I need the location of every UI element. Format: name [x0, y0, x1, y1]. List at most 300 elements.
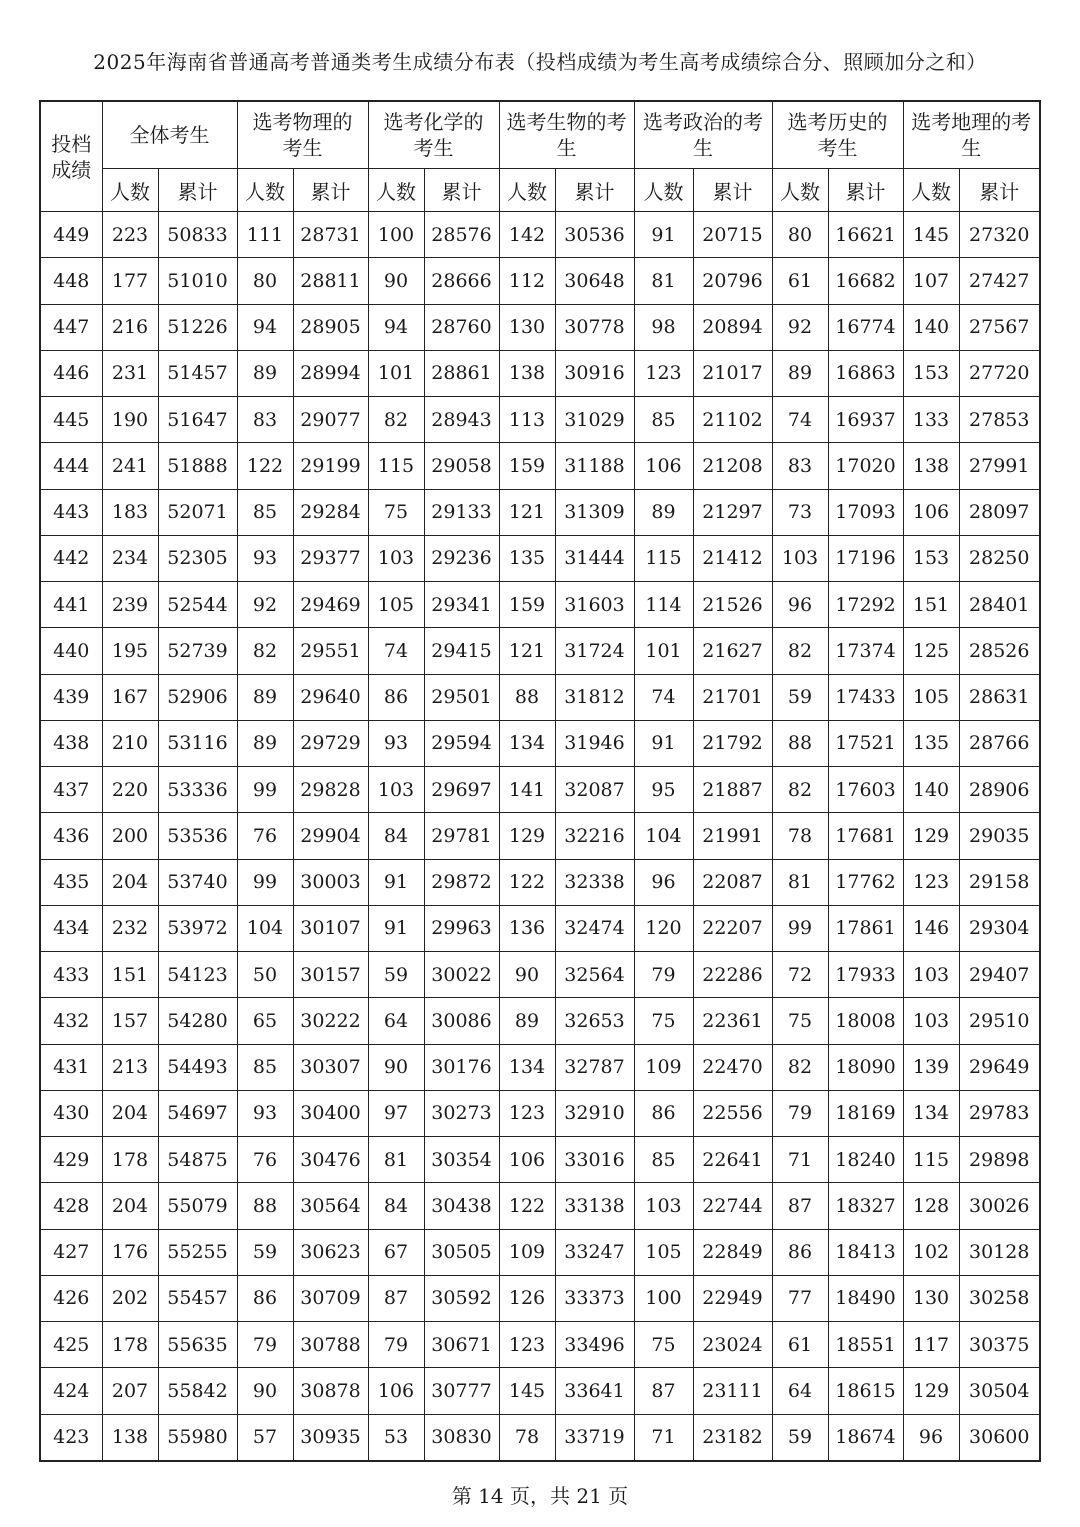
table-row: [40, 1368, 1040, 1414]
table-cell: 30830: [424, 1414, 499, 1461]
table-cell: 52739: [158, 628, 237, 674]
table-cell: 112: [499, 258, 555, 304]
score-cell: 439: [40, 674, 102, 720]
table-cell: 18551: [828, 1322, 903, 1368]
header-history-count: 人数: [772, 169, 828, 212]
table-cell: 22744: [693, 1183, 772, 1229]
table-cell: 29077: [293, 397, 368, 443]
table-cell: 95: [634, 767, 693, 813]
table-cell: 106: [634, 443, 693, 489]
table-cell: 129: [499, 813, 555, 859]
table-cell: 84: [368, 1183, 424, 1229]
table-cell: 89: [237, 720, 293, 766]
header-biology-cumulative: 累计: [555, 169, 634, 212]
table-cell: 125: [903, 628, 959, 674]
table-cell: 30505: [424, 1229, 499, 1275]
table-cell: 65: [237, 998, 293, 1044]
table-cell: 30258: [959, 1275, 1040, 1321]
table-cell: 16621: [828, 212, 903, 258]
table-cell: 29341: [424, 582, 499, 628]
table-cell: 103: [903, 952, 959, 998]
table-cell: 92: [772, 304, 828, 350]
table-cell: 64: [772, 1368, 828, 1414]
table-row: [40, 674, 1040, 720]
table-cell: 90: [237, 1368, 293, 1414]
table-row: [40, 535, 1040, 581]
table-cell: 32216: [555, 813, 634, 859]
table-cell: 30623: [293, 1229, 368, 1275]
header-history-cumulative: 累计: [828, 169, 903, 212]
table-cell: 30878: [293, 1368, 368, 1414]
table-cell: 136: [499, 905, 555, 951]
table-cell: 204: [102, 859, 158, 905]
table-cell: 190: [102, 397, 158, 443]
table-cell: 99: [772, 905, 828, 951]
table-cell: 90: [368, 1044, 424, 1090]
table-cell: 30128: [959, 1229, 1040, 1275]
table-cell: 232: [102, 905, 158, 951]
table-row: [40, 998, 1040, 1044]
table-cell: 223: [102, 212, 158, 258]
table-cell: 87: [368, 1275, 424, 1321]
table-cell: 54123: [158, 952, 237, 998]
table-cell: 32564: [555, 952, 634, 998]
page-title: 2025年海南省普通高考普通类考生成绩分布表（投档成绩为考生高考成绩综合分、照顾加分之和）: [93, 50, 987, 74]
table-cell: 33138: [555, 1183, 634, 1229]
table-cell: 104: [634, 813, 693, 859]
table-cell: 89: [499, 998, 555, 1044]
table-cell: 88: [772, 720, 828, 766]
table-cell: 86: [634, 1090, 693, 1136]
table-cell: 30709: [293, 1275, 368, 1321]
table-cell: 33496: [555, 1322, 634, 1368]
table-cell: 30600: [959, 1414, 1040, 1461]
table-cell: 53: [368, 1414, 424, 1461]
table-cell: 99: [237, 859, 293, 905]
table-cell: 82: [772, 628, 828, 674]
table-cell: 85: [237, 489, 293, 535]
table-cell: 101: [634, 628, 693, 674]
table-cell: 59: [772, 674, 828, 720]
table-cell: 22641: [693, 1137, 772, 1183]
table-cell: 57: [237, 1414, 293, 1461]
table-cell: 122: [499, 859, 555, 905]
table-cell: 29904: [293, 813, 368, 859]
table-cell: 99: [237, 767, 293, 813]
table-cell: 21412: [693, 535, 772, 581]
table-cell: 88: [237, 1183, 293, 1229]
table-cell: 23111: [693, 1368, 772, 1414]
table-cell: 29649: [959, 1044, 1040, 1090]
table-cell: 134: [903, 1090, 959, 1136]
table-cell: 71: [772, 1137, 828, 1183]
table-cell: 22949: [693, 1275, 772, 1321]
table-cell: 75: [772, 998, 828, 1044]
score-cell: 443: [40, 489, 102, 535]
table-cell: 31724: [555, 628, 634, 674]
table-row: [40, 813, 1040, 859]
table-cell: 157: [102, 998, 158, 1044]
table-cell: 29284: [293, 489, 368, 535]
table-cell: 135: [903, 720, 959, 766]
table-cell: 75: [368, 489, 424, 535]
table-cell: 21792: [693, 720, 772, 766]
table-cell: 27567: [959, 304, 1040, 350]
table-cell: 28526: [959, 628, 1040, 674]
table-cell: 61: [772, 1322, 828, 1368]
table-cell: 31603: [555, 582, 634, 628]
table-cell: 115: [368, 443, 424, 489]
table-cell: 51457: [158, 350, 237, 396]
table-cell: 73: [772, 489, 828, 535]
table-cell: 79: [237, 1322, 293, 1368]
table-cell: 105: [368, 582, 424, 628]
table-cell: 78: [772, 813, 828, 859]
table-cell: 121: [499, 628, 555, 674]
table-cell: 138: [903, 443, 959, 489]
table-cell: 89: [772, 350, 828, 396]
table-cell: 204: [102, 1183, 158, 1229]
table-row: [40, 859, 1040, 905]
table-cell: 55457: [158, 1275, 237, 1321]
table-cell: 104: [237, 905, 293, 951]
table-cell: 31309: [555, 489, 634, 535]
table-cell: 80: [237, 258, 293, 304]
header-politics-cumulative: 累计: [693, 169, 772, 212]
table-row: [40, 212, 1040, 258]
table-cell: 109: [634, 1044, 693, 1090]
table-cell: 72: [772, 952, 828, 998]
table-cell: 126: [499, 1275, 555, 1321]
table-cell: 51647: [158, 397, 237, 443]
table-cell: 86: [237, 1275, 293, 1321]
table-cell: 87: [634, 1368, 693, 1414]
table-cell: 85: [634, 397, 693, 443]
table-row: [40, 1414, 1040, 1461]
table-cell: 29058: [424, 443, 499, 489]
table-cell: 59: [772, 1414, 828, 1461]
table-cell: 33719: [555, 1414, 634, 1461]
table-cell: 22470: [693, 1044, 772, 1090]
table-cell: 82: [368, 397, 424, 443]
table-cell: 33373: [555, 1275, 634, 1321]
table-cell: 97: [368, 1090, 424, 1136]
score-cell: 424: [40, 1368, 102, 1414]
table-cell: 29133: [424, 489, 499, 535]
table-cell: 50: [237, 952, 293, 998]
table-cell: 28906: [959, 767, 1040, 813]
score-cell: 423: [40, 1414, 102, 1461]
table-cell: 111: [237, 212, 293, 258]
table-cell: 21887: [693, 767, 772, 813]
table-cell: 18169: [828, 1090, 903, 1136]
table-cell: 123: [903, 859, 959, 905]
table-cell: 93: [237, 535, 293, 581]
table-cell: 29407: [959, 952, 1040, 998]
table-cell: 17603: [828, 767, 903, 813]
table-row: [40, 720, 1040, 766]
score-cell: 427: [40, 1229, 102, 1275]
table-cell: 167: [102, 674, 158, 720]
table-cell: 51888: [158, 443, 237, 489]
table-cell: 30375: [959, 1322, 1040, 1368]
table-body: [40, 212, 1040, 1462]
table-row: [40, 304, 1040, 350]
table-cell: 29963: [424, 905, 499, 951]
table-cell: 141: [499, 767, 555, 813]
table-cell: 100: [634, 1275, 693, 1321]
score-cell: 446: [40, 350, 102, 396]
table-cell: 96: [903, 1414, 959, 1461]
table-cell: 17861: [828, 905, 903, 951]
table-row: [40, 1322, 1040, 1368]
table-cell: 120: [634, 905, 693, 951]
table-cell: 32474: [555, 905, 634, 951]
table-cell: 86: [368, 674, 424, 720]
table-cell: 177: [102, 258, 158, 304]
table-cell: 29640: [293, 674, 368, 720]
table-cell: 31188: [555, 443, 634, 489]
table-cell: 71: [634, 1414, 693, 1461]
table-cell: 67: [368, 1229, 424, 1275]
table-cell: 29035: [959, 813, 1040, 859]
table-cell: 16863: [828, 350, 903, 396]
table-cell: 123: [499, 1322, 555, 1368]
table-cell: 153: [903, 350, 959, 396]
score-cell: 449: [40, 212, 102, 258]
table-cell: 33247: [555, 1229, 634, 1275]
table-cell: 21102: [693, 397, 772, 443]
table-cell: 17374: [828, 628, 903, 674]
table-cell: 21627: [693, 628, 772, 674]
score-cell: 428: [40, 1183, 102, 1229]
header-all-cumulative: 累计: [158, 169, 237, 212]
table-cell: 52906: [158, 674, 237, 720]
table-row: [40, 628, 1040, 674]
table-cell: 91: [368, 859, 424, 905]
table-cell: 30935: [293, 1414, 368, 1461]
table-cell: 115: [634, 535, 693, 581]
table-cell: 30438: [424, 1183, 499, 1229]
header-group-politics: 选考政治的考生: [634, 101, 772, 169]
table-cell: 29551: [293, 628, 368, 674]
table-cell: 115: [903, 1137, 959, 1183]
table-cell: 105: [903, 674, 959, 720]
table-cell: 220: [102, 767, 158, 813]
table-cell: 114: [634, 582, 693, 628]
score-cell: 431: [40, 1044, 102, 1090]
table-cell: 145: [903, 212, 959, 258]
table-cell: 75: [634, 998, 693, 1044]
table-cell: 32787: [555, 1044, 634, 1090]
table-cell: 29304: [959, 905, 1040, 951]
table-row: [40, 952, 1040, 998]
score-distribution-table: [39, 100, 1041, 1462]
table-cell: 30536: [555, 212, 634, 258]
table-cell: 22849: [693, 1229, 772, 1275]
table-cell: 22556: [693, 1090, 772, 1136]
table-cell: 140: [903, 767, 959, 813]
table-cell: 54493: [158, 1044, 237, 1090]
table-cell: 130: [499, 304, 555, 350]
table-cell: 31812: [555, 674, 634, 720]
header-biology-count: 人数: [499, 169, 555, 212]
table-cell: 81: [772, 859, 828, 905]
table-cell: 106: [368, 1368, 424, 1414]
table-cell: 103: [772, 535, 828, 581]
table-cell: 178: [102, 1322, 158, 1368]
table-cell: 87: [772, 1183, 828, 1229]
table-cell: 138: [499, 350, 555, 396]
table-cell: 16937: [828, 397, 903, 443]
table-cell: 102: [903, 1229, 959, 1275]
table-cell: 32338: [555, 859, 634, 905]
header-group-chemistry: 选考化学的考生: [368, 101, 499, 169]
table-cell: 210: [102, 720, 158, 766]
table-cell: 55255: [158, 1229, 237, 1275]
table-cell: 53536: [158, 813, 237, 859]
table-cell: 117: [903, 1322, 959, 1368]
table-cell: 55079: [158, 1183, 237, 1229]
table-cell: 146: [903, 905, 959, 951]
table-cell: 17020: [828, 443, 903, 489]
table-cell: 121: [499, 489, 555, 535]
table-cell: 30778: [555, 304, 634, 350]
table-row: [40, 1090, 1040, 1136]
score-cell: 434: [40, 905, 102, 951]
score-cell: 447: [40, 304, 102, 350]
table-cell: 51226: [158, 304, 237, 350]
table-cell: 29236: [424, 535, 499, 581]
header-score: 投档 成绩: [40, 101, 102, 212]
table-cell: 29781: [424, 813, 499, 859]
table-cell: 17196: [828, 535, 903, 581]
table-cell: 28401: [959, 582, 1040, 628]
table-cell: 94: [237, 304, 293, 350]
table-cell: 139: [903, 1044, 959, 1090]
score-cell: 442: [40, 535, 102, 581]
table-cell: 27991: [959, 443, 1040, 489]
table-cell: 89: [634, 489, 693, 535]
table-cell: 32653: [555, 998, 634, 1044]
table-cell: 142: [499, 212, 555, 258]
table-cell: 30003: [293, 859, 368, 905]
table-cell: 213: [102, 1044, 158, 1090]
table-cell: 18615: [828, 1368, 903, 1414]
table-cell: 22361: [693, 998, 772, 1044]
table-cell: 30564: [293, 1183, 368, 1229]
table-cell: 109: [499, 1229, 555, 1275]
table-cell: 93: [368, 720, 424, 766]
table-cell: 54697: [158, 1090, 237, 1136]
table-cell: 107: [903, 258, 959, 304]
score-cell: 440: [40, 628, 102, 674]
table-cell: 33641: [555, 1368, 634, 1414]
header-group-biology: 选考生物的考生: [499, 101, 634, 169]
header-chemistry-count: 人数: [368, 169, 424, 212]
table-cell: 91: [634, 212, 693, 258]
table-cell: 29872: [424, 859, 499, 905]
table-cell: 82: [772, 767, 828, 813]
table-cell: 53972: [158, 905, 237, 951]
table-row: [40, 1137, 1040, 1183]
score-cell: 432: [40, 998, 102, 1044]
table-cell: 17681: [828, 813, 903, 859]
table-cell: 76: [237, 813, 293, 859]
table-cell: 103: [368, 535, 424, 581]
table-cell: 85: [237, 1044, 293, 1090]
table-cell: 129: [903, 1368, 959, 1414]
table-cell: 23182: [693, 1414, 772, 1461]
table-cell: 17933: [828, 952, 903, 998]
table-cell: 176: [102, 1229, 158, 1275]
table-cell: 30592: [424, 1275, 499, 1321]
header-all-count: 人数: [102, 169, 158, 212]
table-cell: 53740: [158, 859, 237, 905]
table-cell: 53336: [158, 767, 237, 813]
score-cell: 433: [40, 952, 102, 998]
table-cell: 18674: [828, 1414, 903, 1461]
header-geography-cumulative: 累计: [959, 169, 1040, 212]
table-row: [40, 1275, 1040, 1321]
table-cell: 17433: [828, 674, 903, 720]
table-cell: 52544: [158, 582, 237, 628]
table-cell: 18327: [828, 1183, 903, 1229]
table-cell: 20796: [693, 258, 772, 304]
table-cell: 30307: [293, 1044, 368, 1090]
table-cell: 27853: [959, 397, 1040, 443]
table-cell: 28731: [293, 212, 368, 258]
table-cell: 89: [237, 350, 293, 396]
table-cell: 183: [102, 489, 158, 535]
table-cell: 204: [102, 1090, 158, 1136]
table-cell: 27320: [959, 212, 1040, 258]
table-cell: 113: [499, 397, 555, 443]
table-cell: 130: [903, 1275, 959, 1321]
table-cell: 59: [237, 1229, 293, 1275]
table-cell: 30476: [293, 1137, 368, 1183]
table-cell: 202: [102, 1275, 158, 1321]
table-cell: 18490: [828, 1275, 903, 1321]
table-cell: 77: [772, 1275, 828, 1321]
table-cell: 100: [368, 212, 424, 258]
table-cell: 29783: [959, 1090, 1040, 1136]
header-group-all: 全体考生: [102, 101, 237, 169]
table-cell: 17093: [828, 489, 903, 535]
score-cell: 429: [40, 1137, 102, 1183]
table-cell: 80: [772, 212, 828, 258]
table-cell: 28576: [424, 212, 499, 258]
table-cell: 28250: [959, 535, 1040, 581]
table-cell: 28811: [293, 258, 368, 304]
table-cell: 90: [499, 952, 555, 998]
table-cell: 32087: [555, 767, 634, 813]
table-cell: 61: [772, 258, 828, 304]
table-cell: 52305: [158, 535, 237, 581]
table-row: [40, 767, 1040, 813]
table-cell: 30648: [555, 258, 634, 304]
table-cell: 22207: [693, 905, 772, 951]
table-cell: 50833: [158, 212, 237, 258]
table-cell: 106: [903, 489, 959, 535]
table-cell: 18413: [828, 1229, 903, 1275]
table-cell: 129: [903, 813, 959, 859]
table-cell: 153: [903, 535, 959, 581]
table-cell: 20715: [693, 212, 772, 258]
table-cell: 30222: [293, 998, 368, 1044]
table-cell: 91: [368, 905, 424, 951]
table-cell: 21991: [693, 813, 772, 859]
